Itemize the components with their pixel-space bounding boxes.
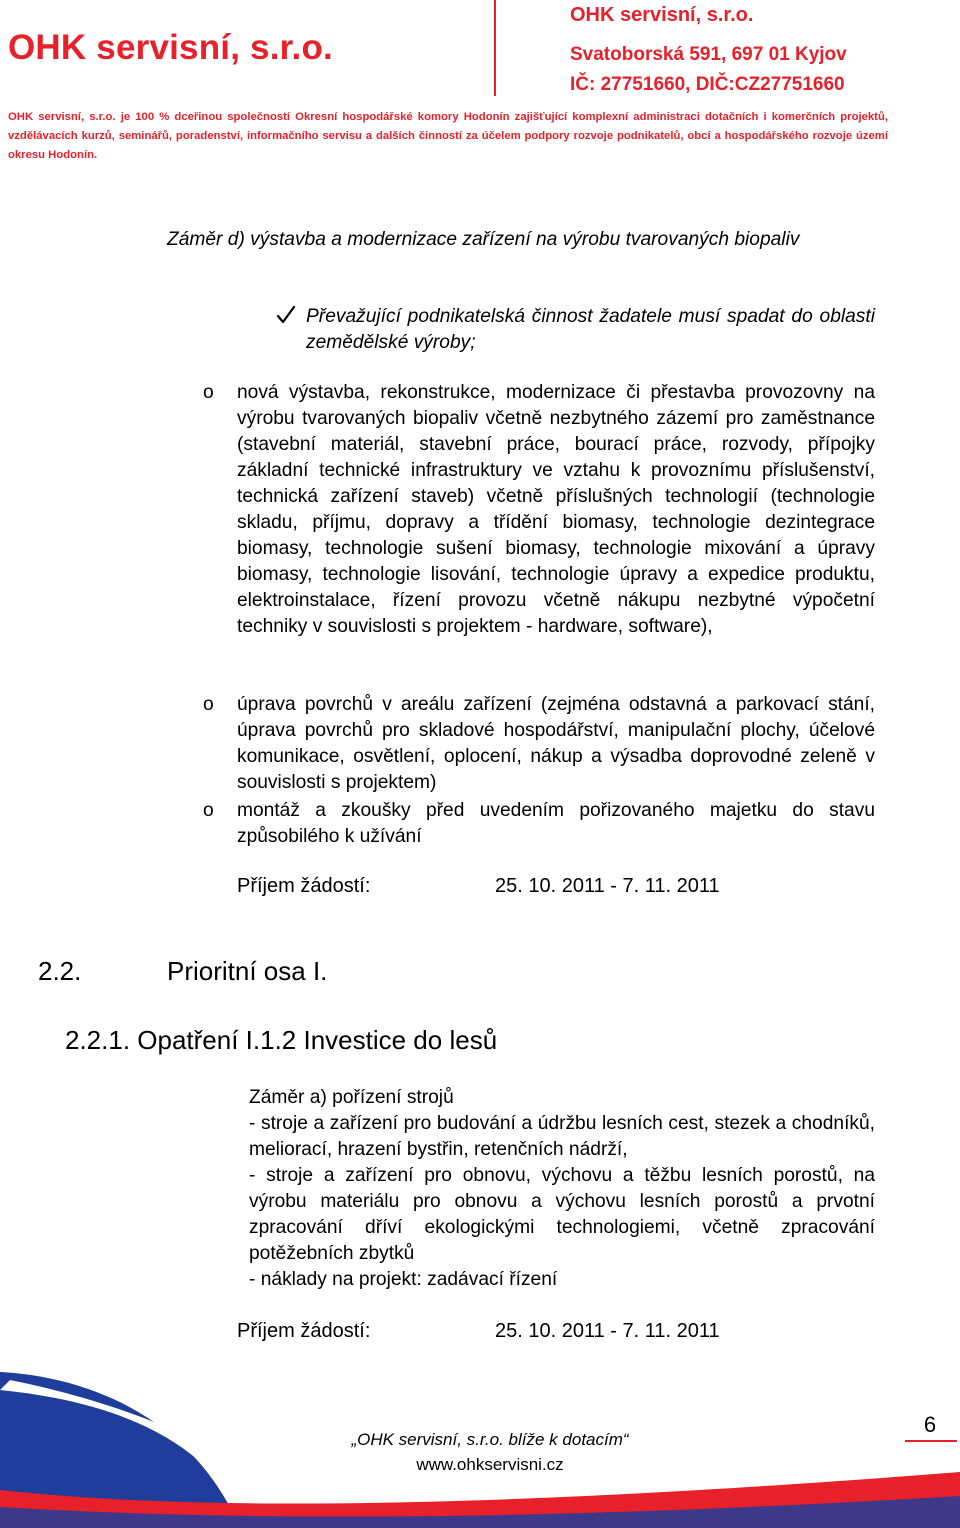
section-d-title: Záměr d) výstavba a modernizace zařízení na výrobu tvarovaných biopaliv bbox=[167, 229, 800, 250]
bullet-marker: o bbox=[203, 694, 214, 715]
section-d-requirement: Převažující podnikatelská činnost žadatele musí spadat do oblasti zemědělské výroby; bbox=[306, 306, 875, 353]
zamer-a-block bbox=[249, 1085, 875, 1293]
list-item: montáž a zkoušky před uvedením pořizovaného majetku do stavu způsobilého k užívání bbox=[237, 800, 875, 847]
checkmark-icon bbox=[275, 304, 297, 326]
header-divider bbox=[494, 0, 496, 96]
receipt-label: Příjem žádostí: bbox=[237, 1320, 371, 1342]
zamer-a-line: - stroje a zařízení pro budování a údržbu lesních cest, stezek a chodníků, meliorací, hrazení bystřin, retenčních nádrží, bbox=[249, 1113, 875, 1160]
bullet-marker: o bbox=[203, 800, 214, 821]
list-item: nová výstavba, rekonstrukce, modernizace či přestavba provozovny na výrobu tvarovaných biopaliv včetně nezbytného zázemí pro zaměstnance (stavební materiál, stavební práce, bourací práce, rozvody, přípojky základní technické infrastruktury ve vztahu k provoznímu příslušenství, technická zařízení staveb) včetně příslušných technologií (technologie skladu, příjmu, dopravy a třídění biomasy, technologie dezintegrace biomasy, technologie sušení biomasy, technologie mixování a úpravy biomasy, technologie lisování, technologie úpravy a expedice produktu, elektroinstalace, řízení provozu včetně nákupu nezbytné výpočetní techniky v souvislosti s projektem - hardware, software), bbox=[237, 382, 875, 637]
list-item: úprava povrchů v areálu zařízení (zejména odstavná a parkovací stání, úprava povrchů pro skladové hospodářství, manipulační plochy, účelové komunikace, osvětlení, oplocení, nákup a výsadba doprovodné zeleně v souvislosti s projektem) bbox=[237, 694, 875, 793]
section-title: Prioritní osa I. bbox=[167, 956, 328, 986]
header-intro-text: OHK servisní, s.r.o. je 100 % dceřinou společností Okresní hospodářské komory Hodonín zajišťující komplexní administraci dotačních i komerčních projektů, vzdělávacích kurzů, seminářů, poradenství, informačního servisu a dalších činností za účelem podpory rozvoje podnikatelů, obcí a hospodářského rozvoje území okresu Hodonín. bbox=[8, 111, 888, 161]
header-address: Svatoborská 591, 697 01 Kyjov bbox=[570, 44, 847, 65]
footer-website-link[interactable]: www.ohkservisni.cz bbox=[416, 1455, 564, 1474]
receipt-label: Příjem žádostí: bbox=[237, 875, 371, 897]
brand-title: OHK servisní, s.r.o. bbox=[8, 28, 333, 67]
header-company-name: OHK servisní, s.r.o. bbox=[570, 4, 754, 26]
subsection-heading: 2.2.1. Opatření I.1.2 Investice do lesů bbox=[65, 1025, 498, 1055]
zamer-a-line: - náklady na projekt: zadávací řízení bbox=[249, 1269, 558, 1290]
flag-ribbon-decoration bbox=[0, 1372, 960, 1528]
zamer-a-title: Záměr a) pořízení strojů bbox=[249, 1087, 454, 1108]
section-number: 2.2. bbox=[38, 956, 82, 986]
zamer-a-line: - stroje a zařízení pro obnovu, výchovu a těžbu lesních porostů, na výrobu materiálu pro obnovu a výchovu lesních porostů a prvotní zpracování dříví ekologickými technologiemi, včetně zpracování potěžebních zbytků bbox=[249, 1165, 875, 1264]
bullet-marker: o bbox=[203, 382, 214, 403]
receipt-dates: 25. 10. 2011 - 7. 11. 2011 bbox=[495, 1320, 720, 1342]
page-number: 6 bbox=[923, 1412, 937, 1437]
receipt-dates: 25. 10. 2011 - 7. 11. 2011 bbox=[495, 875, 720, 897]
page-number-underline bbox=[905, 1440, 957, 1442]
header-company-ids: IČ: 27751660, DIČ:CZ27751660 bbox=[570, 74, 845, 95]
footer-slogan: „OHK servisní, s.r.o. blíže k dotacím“ bbox=[351, 1430, 629, 1449]
